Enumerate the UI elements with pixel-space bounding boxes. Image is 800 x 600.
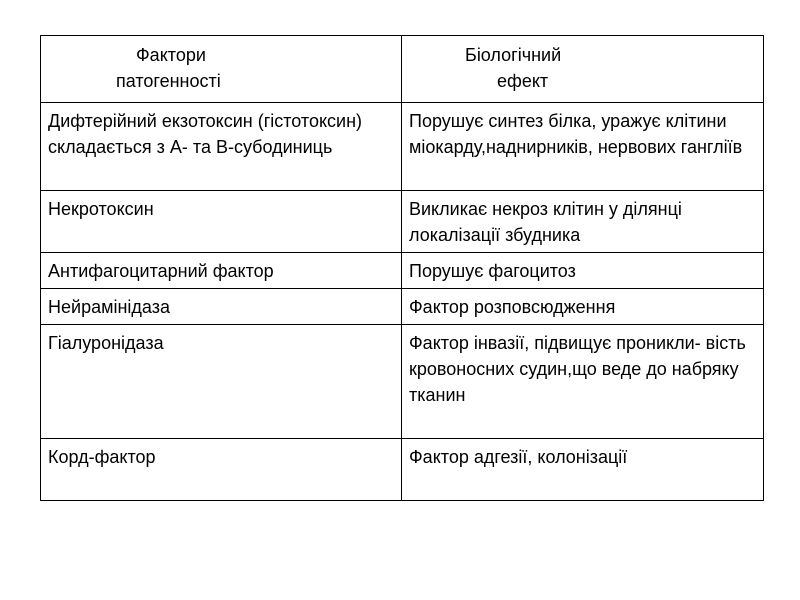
- table-row: [41, 191, 764, 253]
- header-col2-line2: ефект: [497, 71, 549, 91]
- factor-cell: Гіалуронідаза: [41, 325, 402, 439]
- effect-cell: Фактор розповсюдження: [402, 289, 764, 325]
- table-row: [41, 325, 764, 439]
- table-row: [41, 103, 764, 191]
- factor-cell: Дифтерійний екзотоксин (гістотоксин) складається з А- та В-субодиниць: [41, 103, 402, 191]
- factor-cell: Нейрамінідаза: [41, 289, 402, 325]
- pathogenicity-factors-table: [40, 35, 764, 501]
- factor-cell: Антифагоцитарний фактор: [41, 253, 402, 289]
- effect-cell: Порушує синтез білка, уражує клітини міокарду,наднирників, нервових гангліїв: [402, 103, 764, 191]
- table-row: [41, 439, 764, 501]
- effect-cell: Викликає некроз клітин у ділянці локалізації збудника: [402, 191, 764, 253]
- effect-cell: Порушує фагоцитоз: [402, 253, 764, 289]
- factor-cell: Корд-фактор: [41, 439, 402, 501]
- header-col1-line1: Фактори: [136, 45, 206, 65]
- header-biological-effect: [402, 36, 764, 103]
- table-header-row: [41, 36, 764, 103]
- table-row: [41, 289, 764, 325]
- factor-cell: Некротоксин: [41, 191, 402, 253]
- table-row: [41, 253, 764, 289]
- header-col2-line1: Біологічний: [465, 45, 562, 65]
- header-pathogenicity-factors: [41, 36, 402, 103]
- effect-cell: Фактор адгезії, колонізації: [402, 439, 764, 501]
- effect-cell: Фактор інвазії, підвищує проникли- вість кровоносних судин,що веде до набряку тканин: [402, 325, 764, 439]
- header-col1-line2: патогенності: [116, 71, 221, 91]
